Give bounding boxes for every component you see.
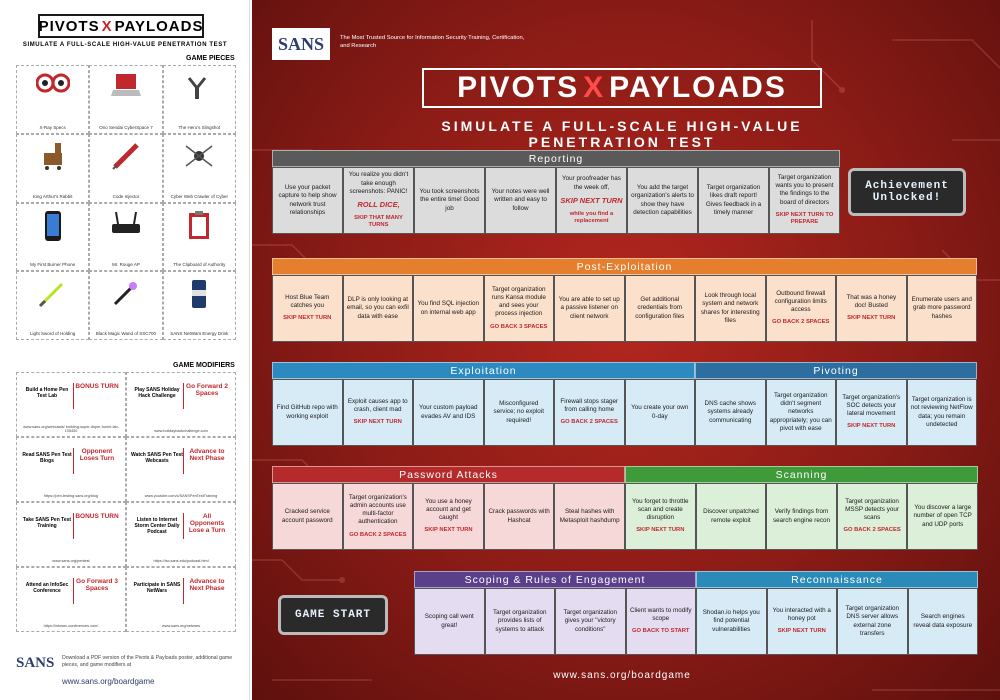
board-space[interactable] bbox=[554, 379, 625, 446]
modifier-effect: Go Forward 3 Spaces bbox=[76, 578, 118, 592]
board-space[interactable] bbox=[837, 588, 908, 655]
game-piece bbox=[163, 65, 236, 134]
lane-scoping bbox=[414, 571, 696, 655]
left-subtitle: SIMULATE A FULL-SCALE HIGH-VALUE PENETRATION TEST bbox=[22, 42, 228, 48]
board-space[interactable] bbox=[414, 588, 485, 655]
board-space[interactable] bbox=[484, 483, 555, 550]
space-text: Target organization MSSP detects your scans bbox=[845, 497, 899, 522]
lane-exploitation bbox=[272, 362, 695, 446]
space-text: Your proofreader has the week off, bbox=[562, 175, 621, 191]
lane-header: Exploitation bbox=[272, 362, 695, 379]
board-space[interactable] bbox=[343, 483, 414, 550]
game-piece bbox=[16, 271, 89, 340]
modifier-effect: Advance to Next Phase bbox=[189, 578, 225, 592]
modifier-divider bbox=[73, 513, 74, 539]
modifier-action: Play SANS Holiday Hack Challenge bbox=[134, 387, 180, 399]
modifier-effect: BONUS TURN bbox=[75, 383, 119, 390]
modifier-link[interactable]: www.youtube.com/c/SANSPenTestTraining bbox=[144, 494, 218, 498]
modifier-action: Participate in SANS NetWars bbox=[133, 582, 181, 594]
space-text: You find SQL injection on internal web app bbox=[417, 300, 479, 316]
game-piece-label: My First Burner Phone bbox=[30, 262, 76, 268]
board-space[interactable] bbox=[627, 167, 698, 234]
modifier-action: Build a Home Pen Test Lab bbox=[25, 387, 69, 399]
board-space[interactable] bbox=[696, 588, 767, 655]
board-space[interactable] bbox=[907, 483, 978, 550]
board-space[interactable] bbox=[908, 588, 979, 655]
space-text: Enumerate users and grab more password hashes bbox=[911, 296, 972, 320]
space-instruction: SKIP NEXT TURN bbox=[353, 419, 402, 426]
board-space[interactable] bbox=[272, 379, 343, 446]
space-instruction: SKIP NEXT TURN bbox=[424, 527, 473, 534]
board-space[interactable] bbox=[696, 483, 767, 550]
space-instruction: GO BACK 3 SPACES bbox=[490, 323, 548, 330]
board-space[interactable] bbox=[695, 379, 766, 446]
board-space[interactable] bbox=[695, 275, 766, 342]
board-space[interactable] bbox=[413, 275, 484, 342]
space-text: You forget to throttle scan and create disruption bbox=[632, 497, 689, 522]
space-text: You interacted with a honey pot bbox=[772, 607, 831, 623]
footer-link[interactable]: www.sans.org/boardgame bbox=[62, 677, 155, 686]
space-instruction: GO BACK 2 SPACES bbox=[560, 419, 618, 426]
lane-header: Scoping & Rules of Engagement bbox=[414, 571, 696, 588]
board-space[interactable] bbox=[625, 379, 696, 446]
modifier-divider bbox=[183, 448, 184, 474]
space-text: Target organization wants you to present the findings to the board of directors bbox=[775, 174, 834, 206]
space-text: Target organization runs Kansa module and sees your process injection bbox=[491, 285, 546, 318]
space-text: You create your own 0-day bbox=[631, 404, 689, 420]
space-instruction: SKIP NEXT TURN bbox=[283, 315, 332, 322]
modifier-effect: Opponent Loses Turn bbox=[79, 448, 115, 462]
board-space[interactable] bbox=[414, 167, 485, 234]
space-text: Cracked service account password bbox=[281, 508, 333, 524]
pieces-grid bbox=[16, 65, 236, 340]
lane-scanning bbox=[625, 466, 978, 550]
board-space[interactable] bbox=[272, 167, 343, 234]
modifier-action: Watch SANS Pen Test Webcasts bbox=[131, 452, 183, 464]
board-space[interactable] bbox=[484, 275, 555, 342]
board-space[interactable] bbox=[625, 483, 696, 550]
space-text: Target organization likes draft report! Gives feedback in a timely manner bbox=[705, 184, 762, 216]
game-modifier-card bbox=[126, 437, 236, 502]
board-space[interactable] bbox=[485, 588, 556, 655]
board-space[interactable] bbox=[767, 588, 838, 655]
game-piece-label: Mr. Rouge AP bbox=[112, 262, 140, 268]
sans-logo: SANS bbox=[16, 655, 55, 671]
board-space[interactable] bbox=[766, 379, 837, 446]
space-text: Target organization didn't segment networks appropriately; you can pivot with ease bbox=[769, 392, 832, 432]
board-space[interactable] bbox=[625, 275, 696, 342]
board-space[interactable] bbox=[626, 588, 697, 655]
space-text: Search engines reveal data exposure bbox=[913, 613, 973, 629]
space-penalty: ROLL DICE, bbox=[357, 199, 400, 209]
modifier-link[interactable]: www.holidayhackchallenge.com bbox=[154, 429, 208, 433]
game-modifier-card bbox=[16, 372, 126, 437]
space-text: Scoping call went great! bbox=[424, 613, 474, 629]
modifier-divider bbox=[73, 578, 74, 604]
lane-reporting bbox=[272, 150, 840, 234]
board-space[interactable] bbox=[907, 379, 978, 446]
game-modifier-card bbox=[16, 502, 126, 567]
space-text: Your custom payload evades AV and IDS bbox=[418, 404, 478, 420]
board-space[interactable] bbox=[766, 483, 837, 550]
space-text: Target organization is not reviewing NetFlow data; you remain undetected bbox=[910, 396, 973, 428]
modifier-action: Listen to Internet Storm Center Daily Podcast bbox=[134, 517, 180, 535]
board-url[interactable]: www.sans.org/boardgame bbox=[553, 670, 691, 681]
space-text: You realize you didn't take enough screenshots: PANIC! bbox=[348, 171, 409, 195]
lane-recon bbox=[696, 571, 978, 655]
board-space[interactable] bbox=[836, 379, 907, 446]
tagline: The Most Trusted Source for Information Security Training, Certification, and Research bbox=[340, 35, 525, 49]
board-space[interactable] bbox=[769, 167, 840, 234]
space-instruction: SKIP NEXT TURN TO PREPARE bbox=[775, 211, 834, 226]
space-instruction: SKIP NEXT TURN bbox=[777, 628, 826, 635]
modifier-link[interactable]: https://infosec-conferences.com/ bbox=[43, 624, 99, 628]
game-modifier-card bbox=[16, 567, 126, 632]
modifier-divider bbox=[183, 383, 184, 409]
lane-cells bbox=[695, 379, 977, 446]
modifier-divider bbox=[183, 578, 184, 604]
game-piece-label: The Hero's Slingshot bbox=[178, 124, 221, 130]
board-space[interactable] bbox=[556, 167, 627, 234]
space-instruction: GO BACK 2 SPACES bbox=[772, 319, 830, 326]
modifier-action: Take SANS Pen Test Training bbox=[22, 517, 72, 529]
lane-header: Reconnaissance bbox=[696, 571, 978, 588]
space-text: Discover unpatched remote exploit bbox=[703, 508, 759, 524]
left-footer bbox=[16, 655, 236, 691]
space-text: Target organization provides lists of systems to attack bbox=[492, 609, 547, 633]
game-start-badge[interactable]: GAME START bbox=[278, 595, 388, 635]
lane-pivoting bbox=[695, 362, 977, 446]
space-instruction: SKIP NEXT TURN bbox=[847, 423, 896, 430]
space-text: Outbound firewall configuration limits access bbox=[774, 289, 827, 314]
lane-post bbox=[272, 258, 977, 342]
space-text: Find GitHub repo with working exploit bbox=[276, 404, 338, 420]
modifier-divider bbox=[73, 448, 74, 474]
modifier-divider bbox=[183, 513, 184, 539]
space-text: DLP is only looking at email, so you can exfil data with ease bbox=[346, 296, 409, 320]
space-text: Get additional credentials from configuration files bbox=[635, 296, 685, 320]
game-piece bbox=[89, 203, 162, 272]
game-piece bbox=[163, 271, 236, 340]
board-space[interactable] bbox=[343, 379, 414, 446]
board-space[interactable] bbox=[343, 275, 414, 342]
modifier-link[interactable]: https://isc.sans.edu/podcast.html bbox=[153, 559, 209, 563]
space-text: Host Blue Team catches you bbox=[285, 294, 330, 310]
board-space[interactable] bbox=[343, 167, 414, 234]
title-x: X bbox=[583, 71, 606, 104]
lane-password bbox=[272, 466, 625, 550]
space-instruction: while you find a replacement bbox=[569, 210, 614, 225]
game-modifier-card bbox=[126, 567, 236, 632]
lane-cells bbox=[625, 483, 978, 550]
game-piece-label: Black Magic Wand of SSC700 bbox=[95, 331, 157, 336]
left-logo bbox=[38, 14, 204, 38]
game-piece bbox=[89, 65, 162, 134]
logo-part2: PAYLOADS bbox=[114, 17, 204, 35]
board-space[interactable] bbox=[907, 275, 978, 342]
game-piece-label: The Clipboard of Authority bbox=[173, 262, 226, 268]
lane-cells bbox=[272, 483, 625, 550]
title-part2: PAYLOADS bbox=[609, 71, 787, 104]
footer-text: Download a PDF version of the Pivots & Payloads poster, additional game pieces, and game modifiers at bbox=[62, 655, 233, 669]
pieces-heading: GAME PIECES bbox=[186, 55, 235, 62]
game-pieces-panel bbox=[0, 0, 250, 700]
lane-cells bbox=[414, 588, 696, 655]
lane-cells bbox=[272, 167, 840, 234]
game-piece bbox=[163, 134, 236, 203]
game-piece bbox=[89, 271, 162, 340]
board-space[interactable] bbox=[485, 167, 556, 234]
game-board bbox=[252, 0, 1000, 700]
space-text: Target organization's admin accounts use multi-factor authentication bbox=[348, 493, 407, 526]
space-text: Shodan.io helps you find potential vulnerabilities bbox=[702, 609, 760, 633]
game-piece bbox=[163, 203, 236, 272]
space-text: Misconfigured service; no exploit required! bbox=[493, 400, 544, 424]
game-piece-label: Cyber Web Crawler of Cyber bbox=[170, 193, 229, 199]
board-space[interactable] bbox=[272, 483, 343, 550]
game-piece-label: Code Injector bbox=[112, 193, 140, 199]
space-text: That was a honey doc! Busted bbox=[846, 294, 897, 310]
space-text: Target organization's SOC detects your lateral movement bbox=[842, 393, 901, 418]
game-piece-label: Light Sword of Holding bbox=[30, 331, 76, 336]
modifier-link[interactable]: www.sans.org/netwars bbox=[162, 624, 200, 628]
lane-header: Pivoting bbox=[695, 362, 977, 379]
modifier-effect: All Opponents Lose a Turn bbox=[188, 513, 226, 534]
sans-badge: SANS bbox=[272, 28, 330, 60]
game-piece bbox=[16, 134, 89, 203]
space-instruction: SKIP NEXT TURN bbox=[847, 315, 896, 322]
board-space[interactable] bbox=[413, 483, 484, 550]
logo-part1: PIVOTS bbox=[38, 17, 100, 35]
space-penalty: SKIP NEXT TURN bbox=[560, 195, 623, 205]
game-piece-label: X-Ray Specs bbox=[39, 124, 66, 130]
space-text: Target organization DNS server allows external zone transfers bbox=[845, 605, 900, 637]
space-text: Exploit causes app to crash, client mad bbox=[347, 398, 408, 414]
game-piece bbox=[89, 134, 162, 203]
modifiers-heading: GAME MODIFIERS bbox=[173, 362, 235, 369]
game-piece bbox=[16, 203, 89, 272]
modifier-link[interactable]: https://pen-testing.sans.org/blog bbox=[43, 494, 99, 498]
lane-header: Reporting bbox=[272, 150, 840, 167]
space-instruction: GO BACK 2 SPACES bbox=[349, 531, 407, 538]
space-text: Verify findings from search engine recon bbox=[772, 508, 831, 524]
space-text: Your notes were well written and easy to follow bbox=[491, 188, 550, 212]
modifier-link[interactable]: www.sans.org/pentest bbox=[52, 559, 90, 563]
space-text: Client wants to modify scope bbox=[629, 607, 692, 623]
space-text: You discover a large number of open TCP and UDP ports bbox=[913, 504, 972, 528]
board-title bbox=[422, 68, 822, 108]
board-space[interactable] bbox=[554, 483, 625, 550]
lane-cells bbox=[272, 379, 695, 446]
space-text: You took screenshots the entire time! Good job bbox=[419, 188, 480, 212]
lane-header: Scanning bbox=[625, 466, 978, 483]
space-instruction: SKIP THAT MANY TURNS bbox=[354, 214, 403, 229]
space-text: Use your packet capture to help show network trust relationships bbox=[278, 184, 337, 216]
modifier-effect: Advance to Next Phase bbox=[189, 448, 225, 462]
board-space[interactable] bbox=[555, 588, 626, 655]
space-text: Crack passwords with Hashcat bbox=[488, 508, 550, 524]
game-modifier-card bbox=[126, 372, 236, 437]
game-piece-label: King Arthur's Rabbit bbox=[32, 193, 73, 199]
board-space[interactable] bbox=[554, 275, 625, 342]
space-instruction: SKIP NEXT TURN bbox=[636, 527, 685, 534]
modifier-effect: BONUS TURN bbox=[75, 513, 119, 520]
logo-x: X bbox=[101, 17, 113, 35]
modifier-action: Attend an InfoSec Conference bbox=[25, 582, 69, 594]
lane-header: Password Attacks bbox=[272, 466, 625, 483]
board-space[interactable] bbox=[766, 275, 837, 342]
space-text: You are able to set up a passive listener on client network bbox=[558, 296, 620, 320]
modifier-effect: Go Forward 2 Spaces bbox=[186, 383, 228, 397]
modifier-action: Read SANS Pen Test Blogs bbox=[22, 452, 72, 464]
space-instruction: GO BACK 2 SPACES bbox=[843, 527, 901, 534]
board-space[interactable] bbox=[272, 275, 343, 342]
game-modifier-card bbox=[126, 502, 236, 567]
game-piece bbox=[16, 65, 89, 134]
achievement-badge: Achievement Unlocked! bbox=[848, 168, 966, 216]
game-piece-label: SANS NetWars Energy Drink bbox=[170, 331, 229, 336]
space-text: Look through local system and network shares for interesting files bbox=[700, 292, 760, 324]
board-subtitle: SIMULATE A FULL-SCALE HIGH-VALUE PENETRATION TEST bbox=[441, 118, 803, 150]
space-text: Target organization gives your "victory conditions" bbox=[563, 609, 618, 633]
board-space[interactable] bbox=[484, 379, 555, 446]
board-space[interactable] bbox=[836, 275, 907, 342]
modifier-divider bbox=[73, 383, 74, 409]
lane-cells bbox=[272, 275, 977, 342]
space-text: Steal hashes with Metasploit hashdump bbox=[559, 508, 620, 524]
title-part1: PIVOTS bbox=[457, 71, 580, 104]
lane-header: Post-Exploitation bbox=[272, 258, 977, 275]
modifier-link[interactable]: www.sans.org/webcasts/ building-super-duper-home-lab-105450 bbox=[23, 425, 119, 433]
space-text: You use a honey account and get caught bbox=[425, 497, 472, 522]
modifiers-grid bbox=[16, 372, 236, 632]
board-space[interactable] bbox=[698, 167, 769, 234]
game-piece-label: Ono Sendai CyberSpace 7 bbox=[99, 124, 153, 130]
space-text: You add the target organization's alerts to show they have detection capabilities bbox=[631, 184, 694, 216]
space-text: Firewall stops stager from calling home bbox=[560, 398, 619, 414]
lane-cells bbox=[696, 588, 978, 655]
game-modifier-card bbox=[16, 437, 126, 502]
space-instruction: GO BACK TO START bbox=[632, 628, 690, 635]
board-space[interactable] bbox=[837, 483, 908, 550]
board-space[interactable] bbox=[413, 379, 484, 446]
space-text: DNS cache shows systems already communicating bbox=[704, 400, 756, 424]
